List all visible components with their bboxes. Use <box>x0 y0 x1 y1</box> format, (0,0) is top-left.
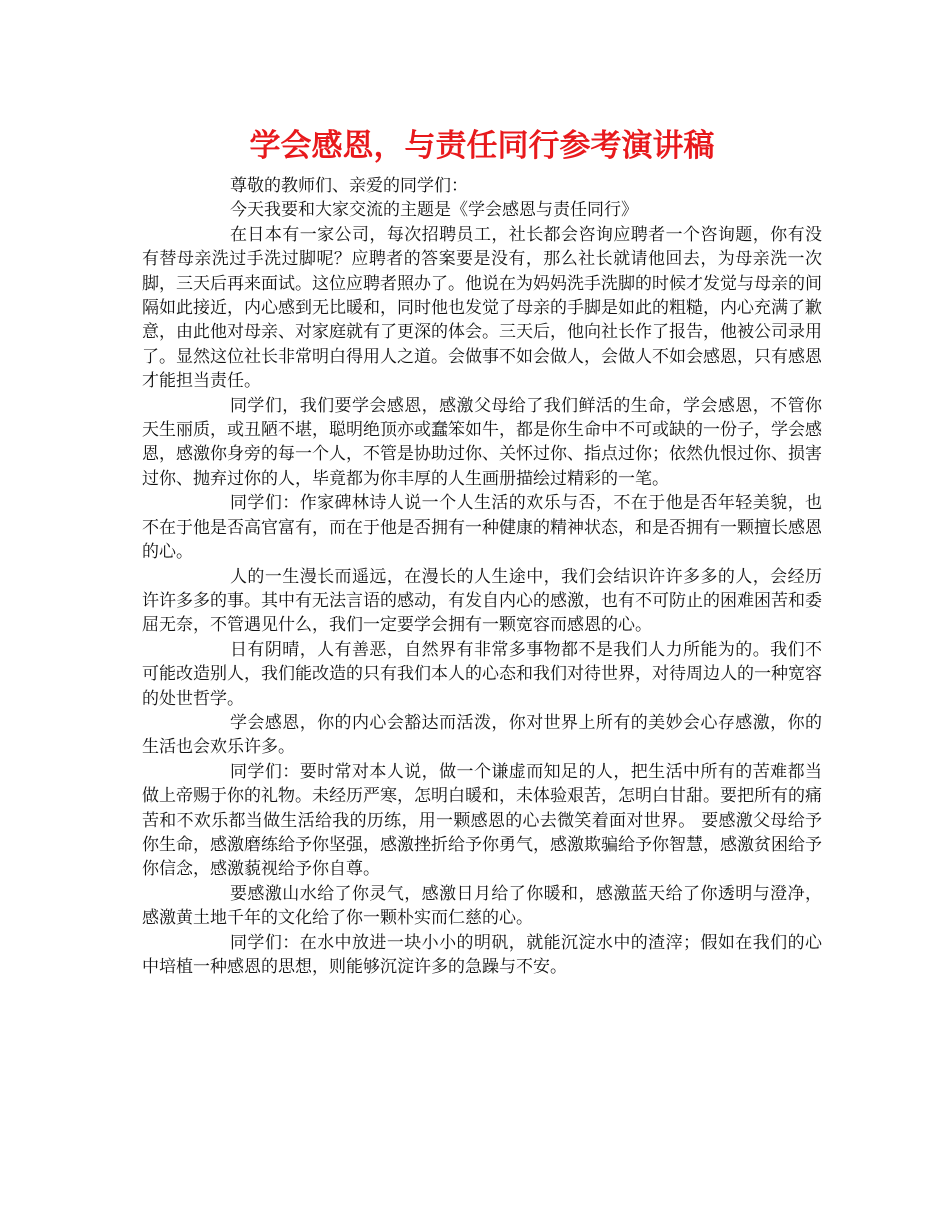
paragraph-topic: 今天我要和大家交流的主题是《学会感恩与责任同行》 <box>230 200 638 221</box>
document-title: 学会感恩，与责任同行参考演讲稿 <box>249 128 715 164</box>
paragraph-poet-quote: 同学们：作家碑林诗人说一个人生活的欢乐与否，不在于他是否年轻美貌，也不在于他是否高官富有，而在于他是否拥有一种健康的精神状态，和是否拥有一颗擅长感恩的心。 <box>142 493 822 563</box>
paragraph-nature-thanks: 要感激山水给了你灵气，感激日月给了你暖和，感激蓝天给了你透明与澄净，感激黄土地千年的文化给了你一颗朴实而仁慈的心。 <box>142 883 822 929</box>
paragraph-life-journey: 人的一生漫长而遥远，在漫长的人生途中，我们会结识许许多多的人，会经历许许多多的事。其中有无法言语的感动，有发自内心的感激，也有不可防止的困难困苦和委屈无奈，不管遇见什么，我们一定要学会拥有一颗宽容而感恩的心。 <box>142 566 822 636</box>
paragraph-japan-story: 在日本有一家公司，每次招聘员工，社长都会咨询应聘者一个咨询题，你有没有替母亲洗过手洗过脚呢？应聘者的答案要是没有，那么社长就请他回去，为母亲洗一次脚，三天后再来面试。这位应聘者照办了。他说在为妈妈洗手洗脚的时候才发觉与母亲的间隔如此接近，内心感到无比暖和，同时他也发觉了母亲的手脚是如此的粗糙，内心充满了歉意，由此他对母亲、对家庭就有了更深的体会。三天后，他向社长作了报告，他被公司录用了。显然这位社长非常明白得用人之道。会做事不如会做人，会做人不如会感恩，只有感恩才能担当责任。 <box>142 224 822 392</box>
paragraph-learn-gratitude: 同学们，我们要学会感恩，感激父母给了我们鲜活的生命，学会感恩，不管你天生丽质，或丑陋不堪，聪明绝顶亦或蠢笨如牛，都是你生命中不可或缺的一份子，学会感恩，感激你身旁的每一个人，不管是协助过你、关怀过你、指点过你；依然仇恨过你、损害过你、抛弃过你的人，毕竟都为你丰厚的人生画册描绘过精彩的一笔。 <box>142 395 822 489</box>
paragraph-open-heart: 学会感恩，你的内心会豁达而活泼，你对世界上所有的美妙会心存感激，你的生活也会欢乐许多。 <box>142 712 822 758</box>
paragraph-alum-metaphor: 同学们：在水中放进一块小小的明矾，就能沉淀水中的渣滓；假如在我们的心中培植一种感恩的思想，则能够沉淀许多的急躁与不安。 <box>142 932 822 977</box>
paragraph-greeting: 尊敬的教师们、亲爱的同学们： <box>230 176 468 196</box>
paragraph-tolerance: 日有阴晴，人有善恶，自然界有非常多事物都不是我们人力所能为的。我们不可能改造别人，我们能改造的只有我们本人的心态和我们对待世界，对待周边人的一种宽容的处世哲学。 <box>142 639 822 709</box>
document-page <box>142 124 822 979</box>
paragraph-humble: 同学们：要时常对本人说，做一个谦虚而知足的人，把生活中所有的苦难都当做上帝赐于你的礼物。未经历严寒，怎明白暖和，未体验艰苦，怎明白甘甜。要把所有的痛苦和不欢乐都当做生活给我的历练，用一颗感恩的心去微笑着面对世界。 要感激父母给予你生命，感激磨练给予你坚强，感激挫折给予你勇气，感激欺骗给予你智慧，感激贫困给予你信念，感激藐视给予你自尊。 <box>142 761 822 880</box>
